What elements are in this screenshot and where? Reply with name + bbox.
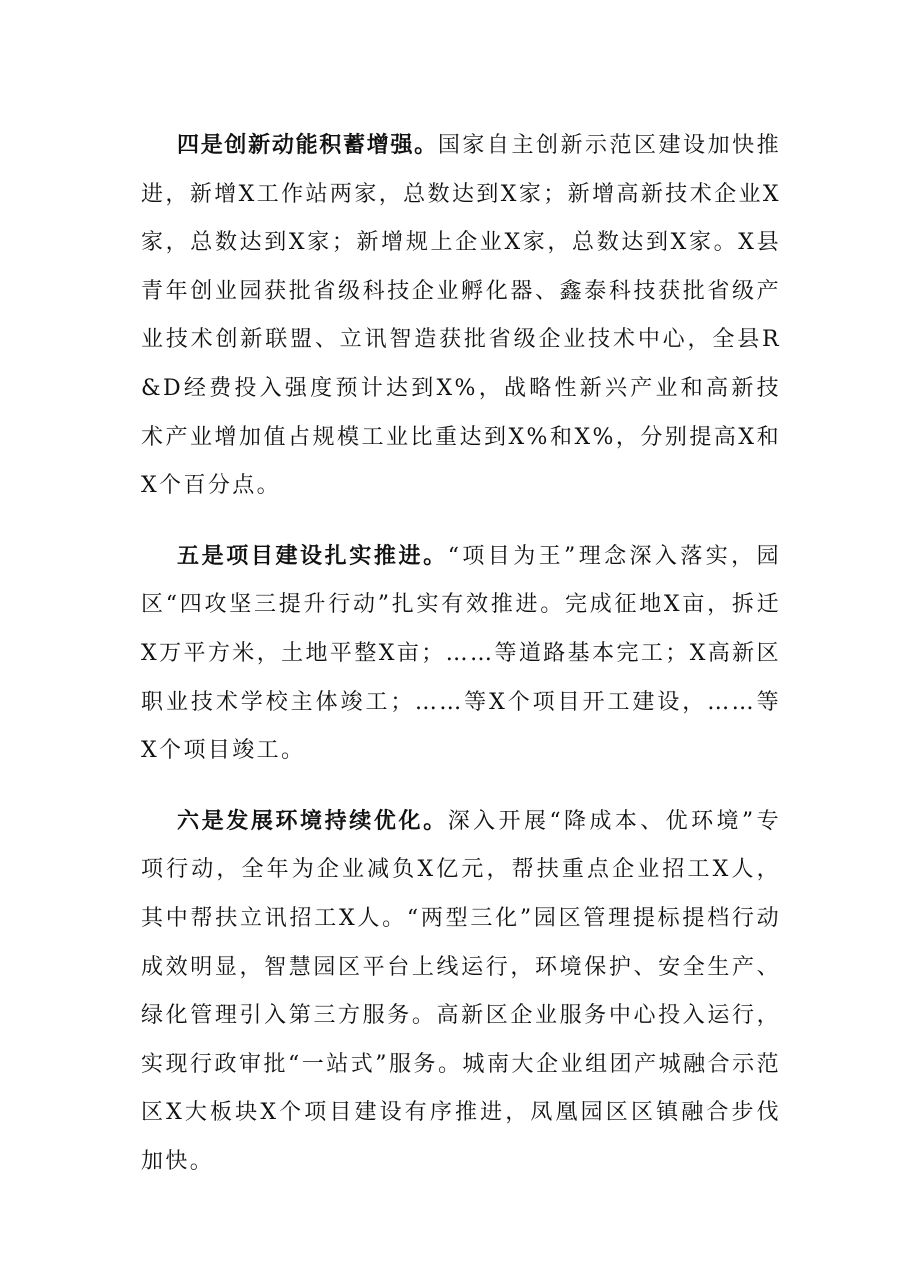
paragraph-projects xyxy=(141,533,781,776)
paragraph-environment xyxy=(141,798,781,1187)
document-page xyxy=(141,122,781,1208)
paragraph-body: 国家自主创新示范区建设加快推进，新增X工作站两家，总数达到X家；新增高新技术企业X家，总数达到X家；新增规上企业X家，总数达到X家。X县青年创业园获批省级科技企业孵化器、鑫泰科技获批省级产业技术创新联盟、立讯智造获批省级企业技术中心，全县R&D经费投入强度预计达到X%，战略性新兴产业和高新技术产业增加值占规模工业比重达到X%和X%，分别提高X和X个百分点。 xyxy=(141,133,781,499)
paragraph-heading: 四是创新动能积蓄增强。 xyxy=(177,133,438,158)
paragraph-heading: 五是项目建设扎实推进。 xyxy=(177,543,448,569)
paragraph-body: “项目为王”理念深入落实，园区“四攻坚三提升行动”扎实有效推进。完成征地X亩，拆迁X万平方米，土地平整X亩；……等道路基本完工；X高新区职业技术学校主体竣工；……等X个项目开工建设，……等X个项目竣工。 xyxy=(141,543,781,764)
paragraph-heading: 六是发展环境持续优化。 xyxy=(177,808,448,834)
paragraph-body: 深入开展“降成本、优环境”专项行动，全年为企业减负X亿元，帮扶重点企业招工X人，其中帮扶立讯招工X人。“两型三化”园区管理提标提档行动成效明显，智慧园区平台上线运行，环境保护、安全生产、绿化管理引入第三方服务。高新区企业服务中心投入运行，实现行政审批“一站式”服务。城南大企业组团产城融合示范区X大板块X个项目建设有序推进，凤凰园区区镇融合步伐加快。 xyxy=(141,808,781,1174)
paragraph-innovation xyxy=(141,122,781,511)
